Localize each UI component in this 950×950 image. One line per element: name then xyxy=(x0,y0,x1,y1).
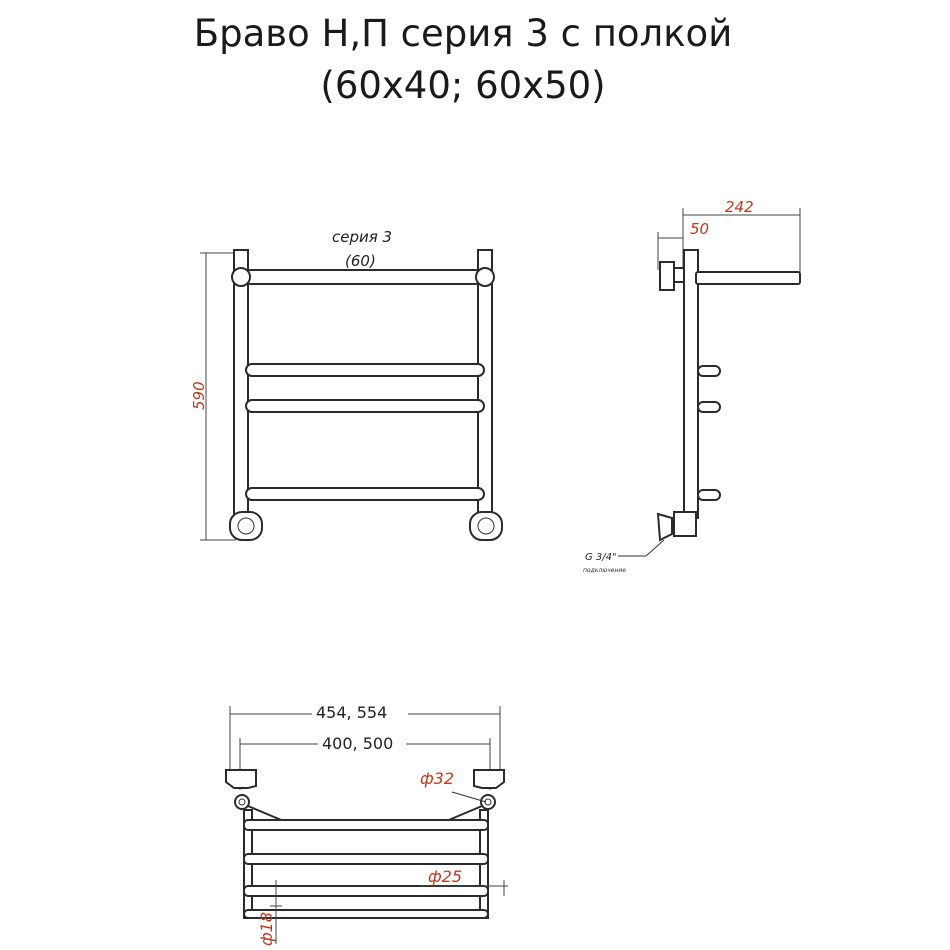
left-collector xyxy=(234,250,248,518)
connection-label: G 3/4" xyxy=(585,552,617,563)
tube-diameter-label: ф32 xyxy=(420,769,455,788)
side-collector xyxy=(684,250,698,518)
height-dimension-label: 590 xyxy=(190,381,208,410)
right-collector xyxy=(478,250,492,518)
offset-dimension-label: 50 xyxy=(690,220,710,238)
connection-note: подключение xyxy=(583,567,627,574)
shelf xyxy=(696,272,800,284)
rung-stub xyxy=(698,366,720,376)
shelf-diameter-label: ф18 xyxy=(257,911,276,946)
center-distance-label: 400, 500 xyxy=(322,734,394,753)
wall-bracket xyxy=(660,262,674,290)
top-view xyxy=(226,702,508,946)
left-wall-mount xyxy=(226,770,256,788)
rung xyxy=(246,400,484,412)
depth-dimension-label: 242 xyxy=(725,198,754,216)
bar-diameter-label: ф25 xyxy=(428,867,463,886)
rung xyxy=(246,364,484,376)
rung-stub xyxy=(698,402,720,412)
front-view xyxy=(190,228,502,540)
series-label: серия 3 xyxy=(332,228,393,246)
shelf-bar xyxy=(244,910,488,918)
right-connection-nut xyxy=(470,512,502,540)
shelf-bar xyxy=(244,854,488,864)
side-view xyxy=(583,198,800,574)
top-rail xyxy=(244,270,482,284)
right-wall-mount xyxy=(474,770,504,788)
drawing-title: Браво Н,П серия 3 с полкой xyxy=(193,12,733,55)
shelf-bar xyxy=(244,820,488,830)
shelf-bar xyxy=(244,886,488,896)
rung xyxy=(246,488,484,500)
valve xyxy=(658,514,672,540)
series-sub-label: (60) xyxy=(345,252,376,270)
rung-stub xyxy=(698,490,720,500)
left-connection-nut xyxy=(230,512,262,540)
drawing-subtitle: (60x40; 60x50) xyxy=(320,64,606,107)
overall-width-label: 454, 554 xyxy=(316,703,388,722)
